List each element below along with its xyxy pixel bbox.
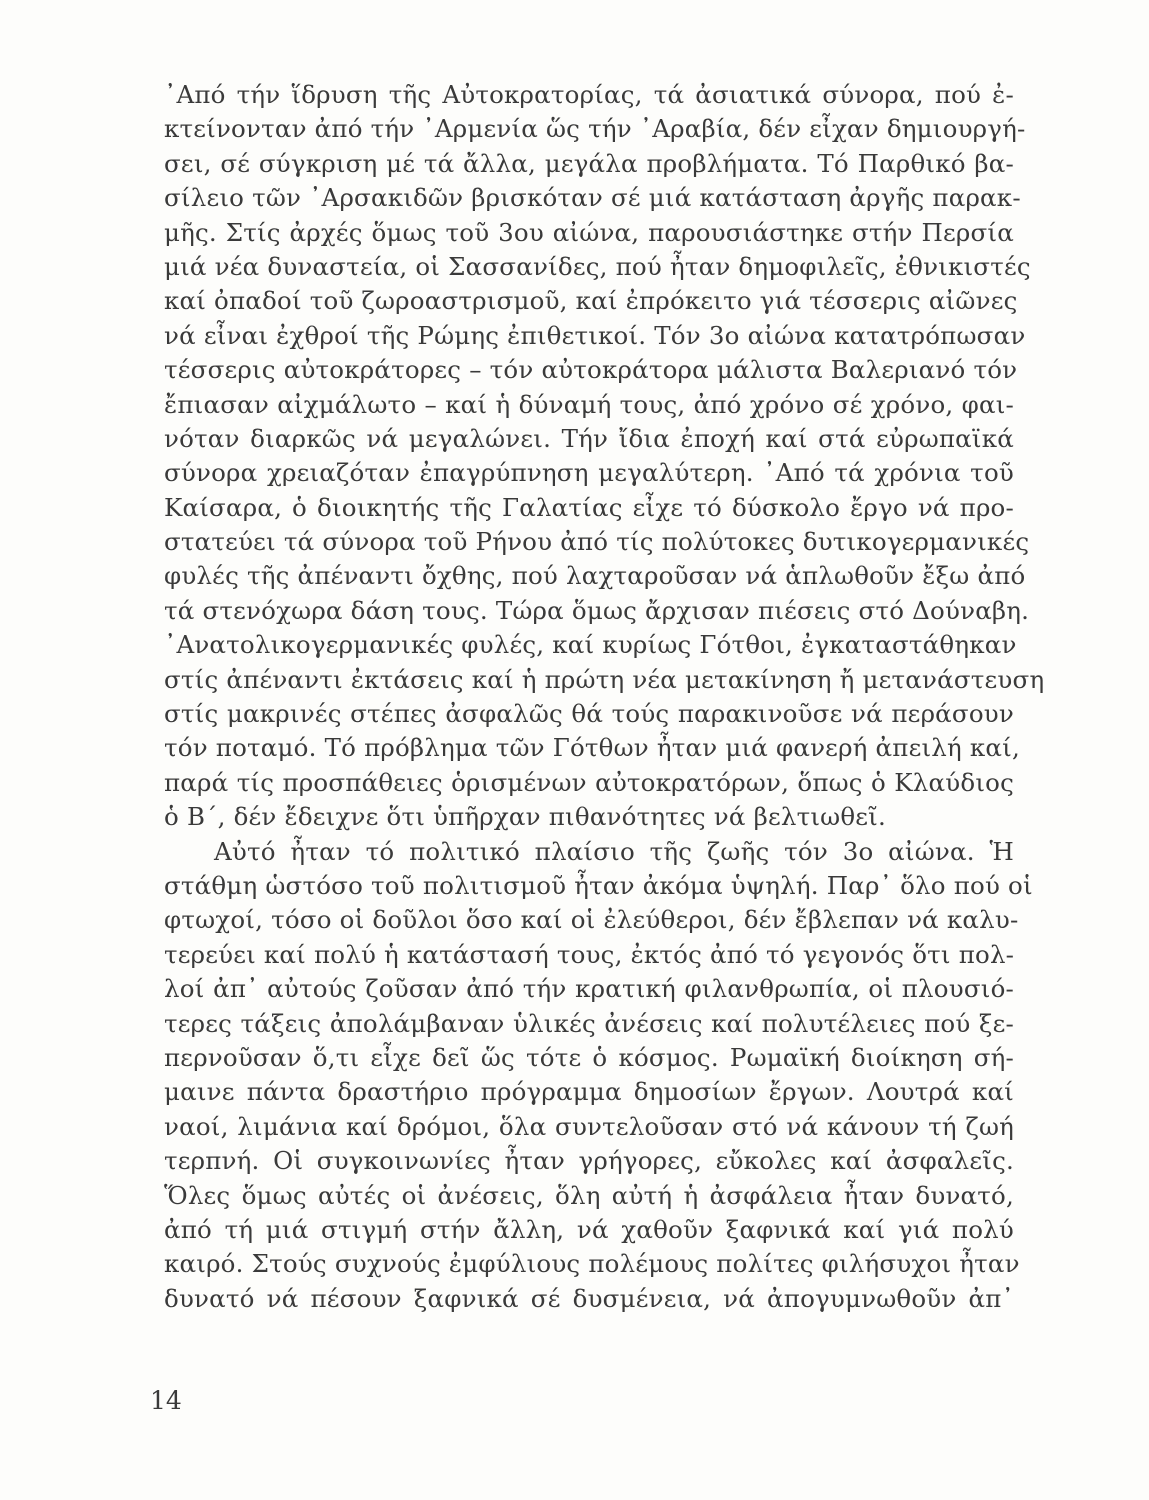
text-line: καιρό. Στούς συχνούς ἐμφύλιους πολέμους πολίτες φιλήσυχοι ἦταν xyxy=(164,1249,1020,1279)
text-line: μιά νέα δυναστεία, οἱ Σασσανίδες, πού ἦταν δημοφιλεῖς, ἐθνικιστές xyxy=(164,251,1031,281)
text-line: στίς ἀπέναντι ἐκτάσεις καί ἡ πρώτη νέα μετακίνηση ἤ μετανάστευση xyxy=(164,664,1045,694)
text-line: δυνατό νά πέσουν ξαφνικά σέ δυσμένεια, νά ἀπογυμνωθοῦν ἀπ᾿ xyxy=(164,1283,1014,1313)
text-line: τόν ποταμό. Τό πρόβλημα τῶν Γότθων ἦταν μιά φανερή ἀπειλή καί, xyxy=(164,733,1020,763)
text-line: τερεύει καί πολύ ἡ κατάστασή τους, ἐκτός ἀπό τό γεγονός ὅτι πολ- xyxy=(164,939,1015,969)
text-line: ἔπιασαν αἰχμάλωτο – καί ἡ δύναμή τους, ἀπό χρόνο σέ χρόνο, φαι- xyxy=(164,389,1014,419)
text-line: λοί ἀπ᾿ αὐτούς ζοῦσαν ἀπό τήν κρατική φιλανθρωπία, οἱ πλουσιό- xyxy=(164,974,1014,1004)
text-line: κτείνονταν ἀπό τήν ᾿Αρμενία ὥς τήν ᾿Αραβία, δέν εἶχαν δημιουργή- xyxy=(164,114,1026,144)
text-line: ᾿Από τήν ἵδρυση τῆς Αὐτοκρατορίας, τά ἀσιατικά σύνορα, πού ἐ- xyxy=(164,80,1014,109)
text-line: Αὐτό ἦταν τό πολιτικό πλαίσιο τῆς ζωῆς τόν 3ο αἰώνα. Ἡ xyxy=(214,836,1014,866)
text-line: στατεύει τά σύνορα τοῦ Ρήνου ἀπό τίς πολύτοκες δυτικογερμανικές xyxy=(164,527,1030,557)
text-line: Καίσαρα, ὁ διοικητής τῆς Γαλατίας εἶχε τό δύσκολο ἔργο νά προ- xyxy=(164,492,1014,522)
text-line: Ὅλες ὅμως αὐτές οἱ ἀνέσεις, ὅλη αὐτή ἡ ἀσφάλεια ἦταν δυνατό, xyxy=(164,1180,1014,1210)
paragraph-1 xyxy=(164,78,1045,835)
text-line: νόταν διαρκῶς νά μεγαλώνει. Τήν ἴδια ἐποχή καί στά εὐρωπαϊκά xyxy=(164,423,1014,453)
text-line: ὁ Β΄, δέν ἔδειχνε ὅτι ὑπῆρχαν πιθανότητες νά βελτιωθεῖ. xyxy=(164,802,886,832)
paragraph-2 xyxy=(164,835,1033,1316)
text-line: καί ὀπαδοί τοῦ ζωροαστρισμοῦ, καί ἐπρόκειτο γιά τέσσερις αἰῶνες xyxy=(164,286,1018,316)
text-line: μαινε πάντα δραστήριο πρόγραμμα δημοσίων ἔργων. Λουτρά καί xyxy=(164,1077,1014,1107)
text-line: τερπνή. Οἱ συγκοινωνίες ἦταν γρήγορες, εὔκολες καί ἀσφαλεῖς. xyxy=(164,1146,1014,1176)
text-line: ἀπό τή μιά στιγμή στήν ἄλλη, νά χαθοῦν ξαφνικά καί γιά πολύ xyxy=(164,1214,1014,1244)
text-line: στάθμη ὡστόσο τοῦ πολιτισμοῦ ἦταν ἀκόμα ὑψηλή. Παρ᾿ ὅλο πού οἱ xyxy=(164,870,1033,900)
text-line: φυλές τῆς ἀπέναντι ὄχθης, πού λαχταροῦσαν νά ἁπλωθοῦν ἔξω ἀπό xyxy=(164,561,1026,591)
text-line: νά εἶναι ἐχθροί τῆς Ρώμης ἐπιθετικοί. Τόν 3ο αἰώνα κατατρόπωσαν xyxy=(164,320,1026,350)
page-number: 14 xyxy=(150,1386,182,1415)
text-line: φτωχοί, τόσο οἱ δοῦλοι ὅσο καί οἱ ἐλεύθεροι, δέν ἔβλεπαν νά καλυ- xyxy=(164,905,1019,935)
text-line: ναοί, λιμάνια καί δρόμοι, ὅλα συντελοῦσαν στό νά κάνουν τή ζωή xyxy=(164,1111,1014,1141)
text-line: σει, σέ σύγκριση μέ τά ἄλλα, μεγάλα προβλήματα. Τό Παρθικό βα- xyxy=(164,148,1014,178)
text-line: στίς μακρινές στέπες ἀσφαλῶς θά τούς παρακινοῦσε νά περάσουν xyxy=(164,699,1014,729)
body-text xyxy=(164,78,1045,1316)
text-line: σίλειο τῶν ᾿Αρσακιδῶν βρισκόταν σέ μιά κατάσταση ἀργῆς παρακ- xyxy=(164,183,1021,213)
text-line: περνοῦσαν ὅ,τι εἶχε δεῖ ὥς τότε ὁ κόσμος. Ρωμαϊκή διοίκηση σή- xyxy=(164,1042,1014,1072)
text-line: τέσσερις αὐτοκράτορες – τόν αὐτοκράτορα μάλιστα Βαλεριανό τόν xyxy=(164,355,1018,385)
text-line: τερες τάξεις ἀπολάμβαναν ὑλικές ἀνέσεις καί πολυτέλειες πού ξε- xyxy=(164,1008,1014,1038)
text-line: τά στενόχωρα δάση τους. Τώρα ὅμως ἄρχισαν πιέσεις στό Δούναβη. xyxy=(164,595,1030,625)
text-line: ᾿Ανατολικογερμανικές φυλές, καί κυρίως Γότθοι, ἐγκαταστάθηκαν xyxy=(164,630,1017,660)
text-line: μῆς. Στίς ἀρχές ὅμως τοῦ 3ου αἰώνα, παρουσιάστηκε στήν Περσία xyxy=(164,217,1014,247)
text-line: παρά τίς προσπάθειες ὁρισμένων αὐτοκρατόρων, ὅπως ὁ Κλαύδιος xyxy=(164,767,1014,797)
text-line: σύνορα χρειαζόταν ἐπαγρύπνηση μεγαλύτερη. ᾿Από τά χρόνια τοῦ xyxy=(164,458,1014,488)
